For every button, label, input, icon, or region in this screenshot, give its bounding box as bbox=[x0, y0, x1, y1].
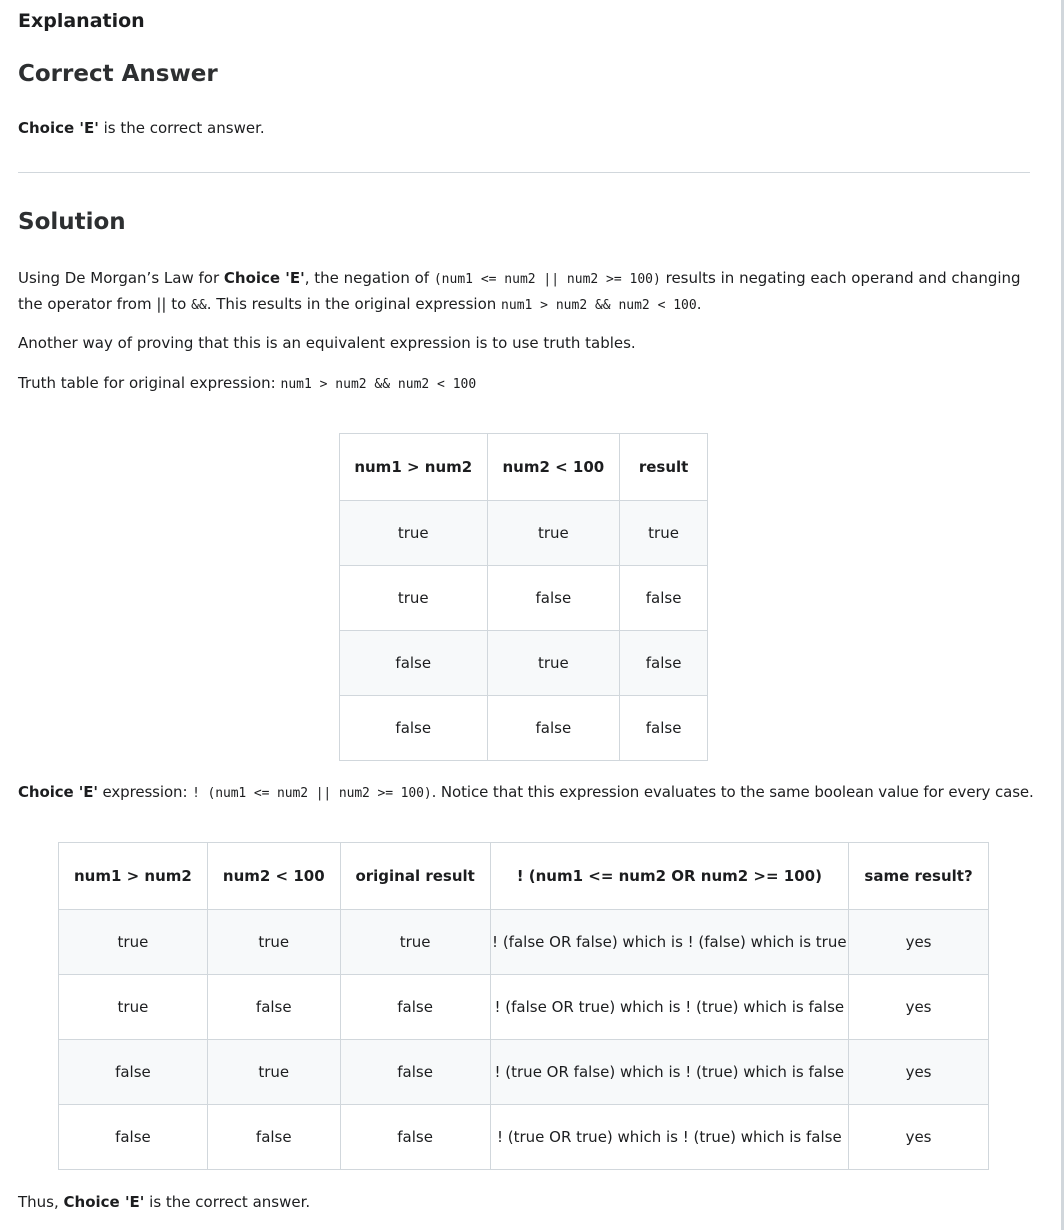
choice-expression-code: ! (num1 <= num2 || num2 >= 100) bbox=[192, 786, 432, 801]
table-cell: true bbox=[487, 501, 620, 566]
explanation-heading: Explanation bbox=[18, 10, 145, 32]
table-row bbox=[340, 566, 708, 631]
table-cell: true bbox=[340, 501, 488, 566]
table-cell: false bbox=[340, 631, 488, 696]
table-cell: false bbox=[59, 1105, 208, 1170]
table-cell: ! (true OR true) which is ! (true) which is false bbox=[490, 1105, 849, 1170]
original-expression-code: num1 > num2 && num2 < 100 bbox=[501, 298, 697, 313]
table-cell: true bbox=[207, 1040, 340, 1105]
comparison-truth-table bbox=[58, 842, 989, 1170]
table-cell: true bbox=[59, 910, 208, 975]
table-cell: yes bbox=[849, 1105, 989, 1170]
conclusion-paragraph bbox=[18, 1193, 310, 1211]
another-way-paragraph: Another way of proving that this is an equivalent expression is to use truth tables. bbox=[18, 334, 636, 352]
conclusion-text-1: Thus, bbox=[18, 1193, 64, 1211]
section-divider bbox=[18, 172, 1030, 173]
column-header: num1 > num2 bbox=[59, 843, 208, 910]
table-cell: false bbox=[207, 1105, 340, 1170]
table-row bbox=[59, 1040, 989, 1105]
truth-table-label-text: Truth table for original expression: bbox=[18, 374, 281, 392]
table-cell: ! (false OR true) which is ! (true) which is false bbox=[490, 975, 849, 1040]
table-cell: false bbox=[340, 1105, 490, 1170]
negated-expression-code: (num1 <= num2 || num2 >= 100) bbox=[433, 272, 661, 287]
demorgan-choice: Choice 'E' bbox=[223, 269, 305, 287]
table-cell: false bbox=[207, 975, 340, 1040]
column-header: ! (num1 <= num2 OR num2 >= 100) bbox=[490, 843, 849, 910]
conclusion-choice: Choice 'E' bbox=[63, 1193, 145, 1211]
table-cell: yes bbox=[849, 1040, 989, 1105]
column-header: original result bbox=[340, 843, 490, 910]
choice-expression-paragraph bbox=[18, 783, 1034, 801]
column-header: same result? bbox=[849, 843, 989, 910]
demorgan-text-5: . This results in the original expression bbox=[206, 295, 502, 313]
column-header: num1 > num2 bbox=[340, 434, 488, 501]
solution-heading: Solution bbox=[18, 209, 126, 235]
column-header: num2 < 100 bbox=[207, 843, 340, 910]
truth-table-label bbox=[18, 374, 476, 392]
choice-label: Choice 'E' bbox=[18, 119, 99, 137]
table-cell: false bbox=[340, 1040, 490, 1105]
demorgan-text-2: , the negation of bbox=[304, 269, 434, 287]
table-cell: yes bbox=[849, 910, 989, 975]
or-operator: || bbox=[156, 295, 167, 313]
table-cell: yes bbox=[849, 975, 989, 1040]
correct-answer-heading: Correct Answer bbox=[18, 61, 218, 87]
choice-expression-label: Choice 'E' bbox=[18, 783, 98, 801]
table-cell: false bbox=[487, 696, 620, 761]
table-cell: true bbox=[487, 631, 620, 696]
table-cell: true bbox=[59, 975, 208, 1040]
table-row bbox=[59, 1105, 989, 1170]
table-cell: false bbox=[59, 1040, 208, 1105]
table-cell: true bbox=[340, 910, 490, 975]
demorgan-text-6: . bbox=[696, 295, 702, 313]
table-cell: false bbox=[340, 696, 488, 761]
table-cell: false bbox=[340, 975, 490, 1040]
table-row bbox=[340, 501, 708, 566]
table-row bbox=[340, 696, 708, 761]
demorgan-text-1: Using De Morgan’s Law for bbox=[18, 269, 224, 287]
table-cell: true bbox=[340, 566, 488, 631]
table-cell: false bbox=[620, 566, 708, 631]
column-header: result bbox=[620, 434, 708, 501]
table-cell: false bbox=[620, 696, 708, 761]
conclusion-text-2: is the correct answer. bbox=[144, 1193, 311, 1211]
table-cell: true bbox=[207, 910, 340, 975]
column-header: num2 < 100 bbox=[487, 434, 620, 501]
table-cell: ! (false OR false) which is ! (false) which is true bbox=[490, 910, 849, 975]
table-row bbox=[59, 910, 989, 975]
demorgan-paragraph bbox=[18, 266, 1030, 318]
table-cell: false bbox=[487, 566, 620, 631]
and-operator-code: && bbox=[191, 298, 207, 313]
table-cell: false bbox=[620, 631, 708, 696]
demorgan-text-3: results in negating each operand and changing the operator from bbox=[18, 269, 1021, 313]
table-cell: ! (true OR false) which is ! (true) which is false bbox=[490, 1040, 849, 1105]
table-header-row bbox=[59, 843, 989, 910]
demorgan-text-4: to bbox=[166, 295, 192, 313]
choice-expression-text-2: . Notice that this expression evaluates to the same boolean value for every case. bbox=[431, 783, 1034, 801]
table-header-row bbox=[340, 434, 708, 501]
choice-expression-text-1: expression: bbox=[97, 783, 193, 801]
table-row bbox=[59, 975, 989, 1040]
correct-answer-rest: is the correct answer. bbox=[98, 119, 265, 137]
correct-answer-text bbox=[18, 119, 265, 137]
table-cell: true bbox=[620, 501, 708, 566]
truth-table-expression-code: num1 > num2 && num2 < 100 bbox=[280, 377, 477, 392]
original-truth-table bbox=[339, 433, 708, 761]
table-row bbox=[340, 631, 708, 696]
